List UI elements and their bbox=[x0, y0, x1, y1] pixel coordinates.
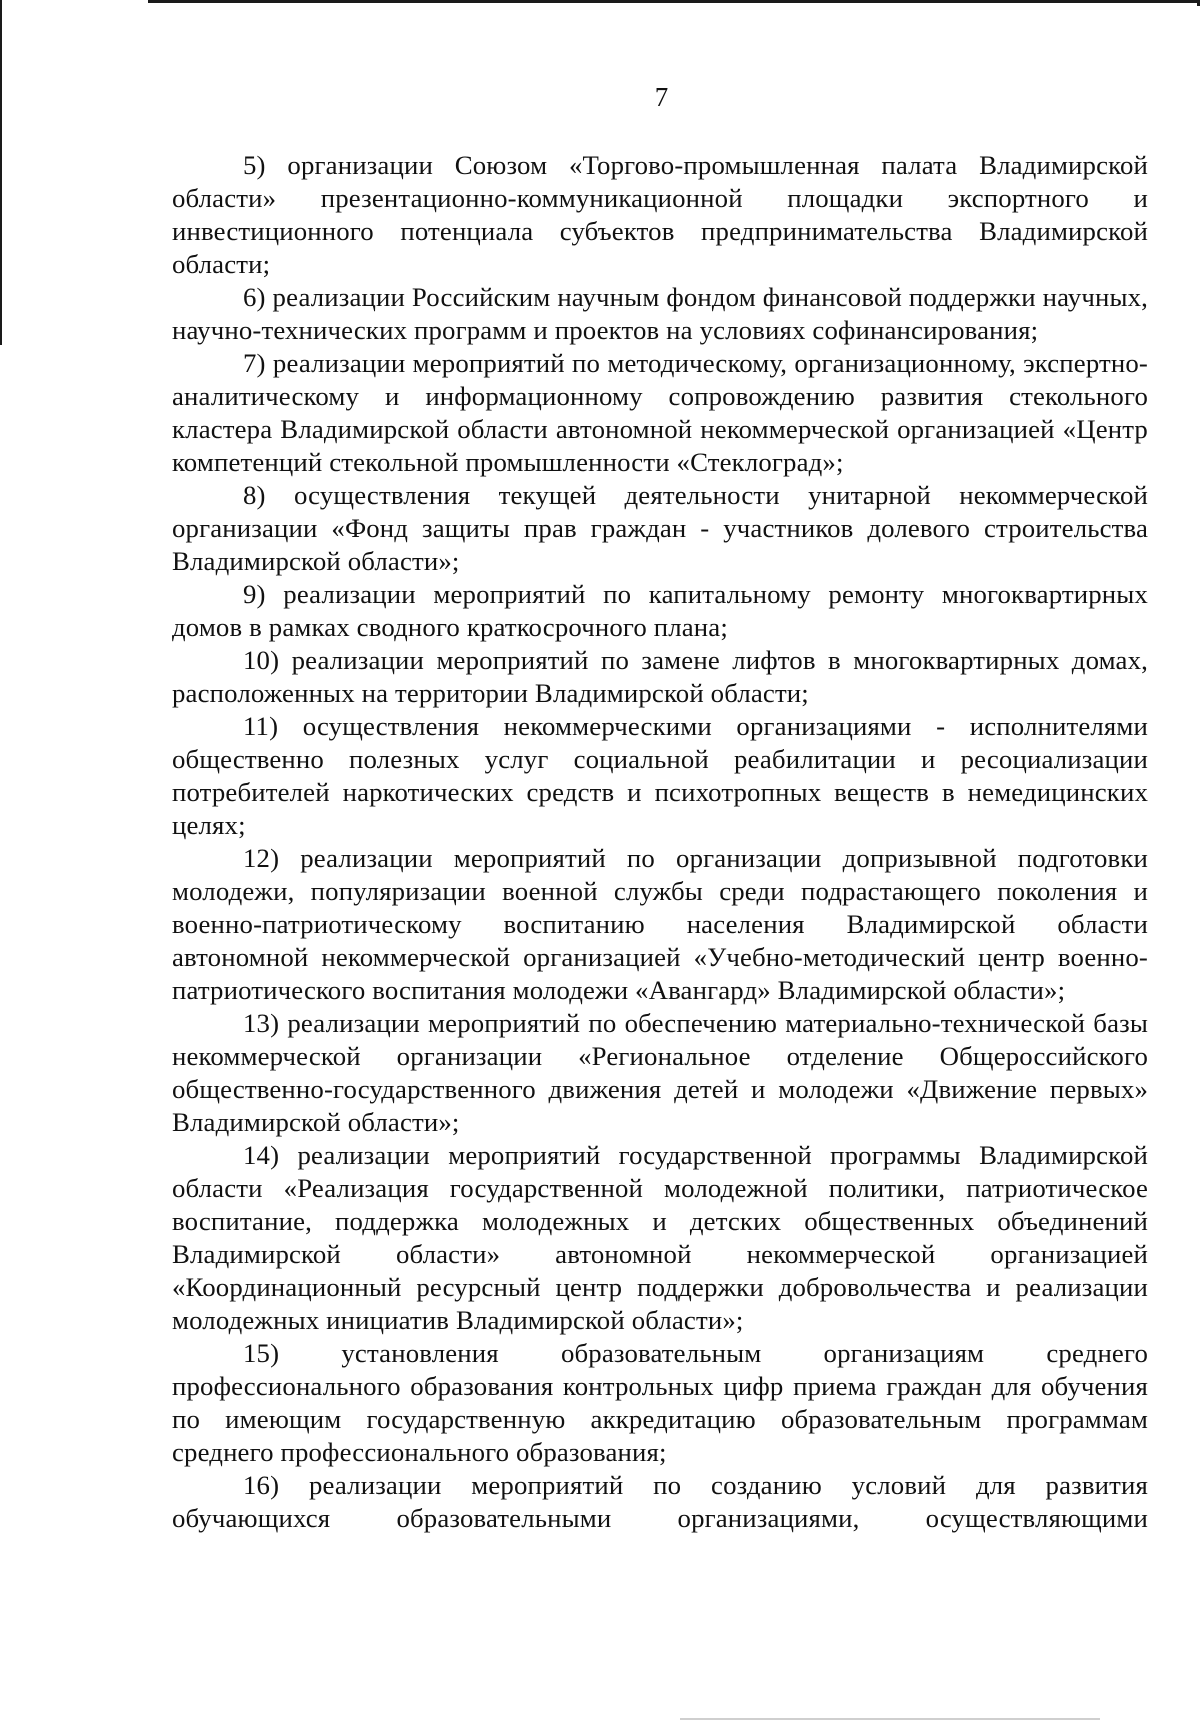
paragraph-item-6: 6) реализации Российским научным фондом финансовой поддержки научных, научно-технических программ и проектов на условиях софинансирования; bbox=[172, 282, 1148, 345]
paragraph-item-14: 14) реализации мероприятий государственной программы Владимирской области «Реализация государственной молодежной политики, патриотическое воспитание, поддержка молодежных и детских общественных объединений Владимирской области» автономной некоммерческой организацией «Координационный ресурсный центр поддержки добровольчества и реализации молодежных инициатив Владимирской области»; bbox=[172, 1140, 1148, 1335]
paragraph-item-13: 13) реализации мероприятий по обеспечению материально-технической базы некоммерческой организации «Региональное отделение Общероссийского общественно-государственного движения детей и молодежи «Движение первых» Владимирской области»; bbox=[172, 1008, 1148, 1137]
paragraph-item-12: 12) реализации мероприятий по организации допризывной подготовки молодежи, популяризации военной службы среди подрастающего поколения и военно-патриотическому воспитанию населения Владимирской области автономной некоммерческой организацией «Учебно-методический центр военно-патриотического воспитания молодежи «Авангард» Владимирской области»; bbox=[172, 843, 1148, 1005]
paragraph-item-16: 16) реализации мероприятий по созданию условий для развития обучающихся образовательными организациями, осуществляющими bbox=[172, 1470, 1148, 1533]
paragraph-item-10: 10) реализации мероприятий по замене лифтов в многоквартирных домах, расположенных на территории Владимирской области; bbox=[172, 645, 1148, 708]
document-body bbox=[172, 149, 1148, 1535]
paragraph-item-15: 15) установления образовательным организациям среднего профессионального образования контрольных цифр приема граждан для обучения по имеющим государственную аккредитацию образовательным программам среднего профессионального образования; bbox=[172, 1338, 1148, 1467]
page-number: 7 bbox=[654, 82, 669, 112]
paragraph-item-5: 5) организации Союзом «Торгово-промышленная палата Владимирской области» презентационно-коммуникационной площадки экспортного и инвестиционного потенциала субъектов предпринимательства Владимирской области; bbox=[172, 150, 1148, 279]
paragraph-item-7: 7) реализации мероприятий по методическому, организационному, экспертно-аналитическому и информационному сопровождению развития стекольного кластера Владимирской области автономной некоммерческой организацией «Центр компетенций стекольной промышленности «Стеклоград»; bbox=[172, 348, 1148, 477]
paragraph-item-11: 11) осуществления некоммерческими организациями - исполнителями общественно полезных услуг социальной реабилитации и ресоциализации потребителей наркотических средств и психотропных веществ в немедицинских целях; bbox=[172, 711, 1148, 840]
scan-bottom-artifact bbox=[680, 1718, 1100, 1720]
scan-top-border bbox=[148, 0, 1200, 3]
paragraph-item-9: 9) реализации мероприятий по капитальному ремонту многоквартирных домов в рамках сводного краткосрочного плана; bbox=[172, 579, 1148, 642]
scan-left-border bbox=[0, 0, 2, 345]
paragraph-item-8: 8) осуществления текущей деятельности унитарной некоммерческой организации «Фонд защиты прав граждан - участников долевого строительства Владимирской области»; bbox=[172, 480, 1148, 576]
